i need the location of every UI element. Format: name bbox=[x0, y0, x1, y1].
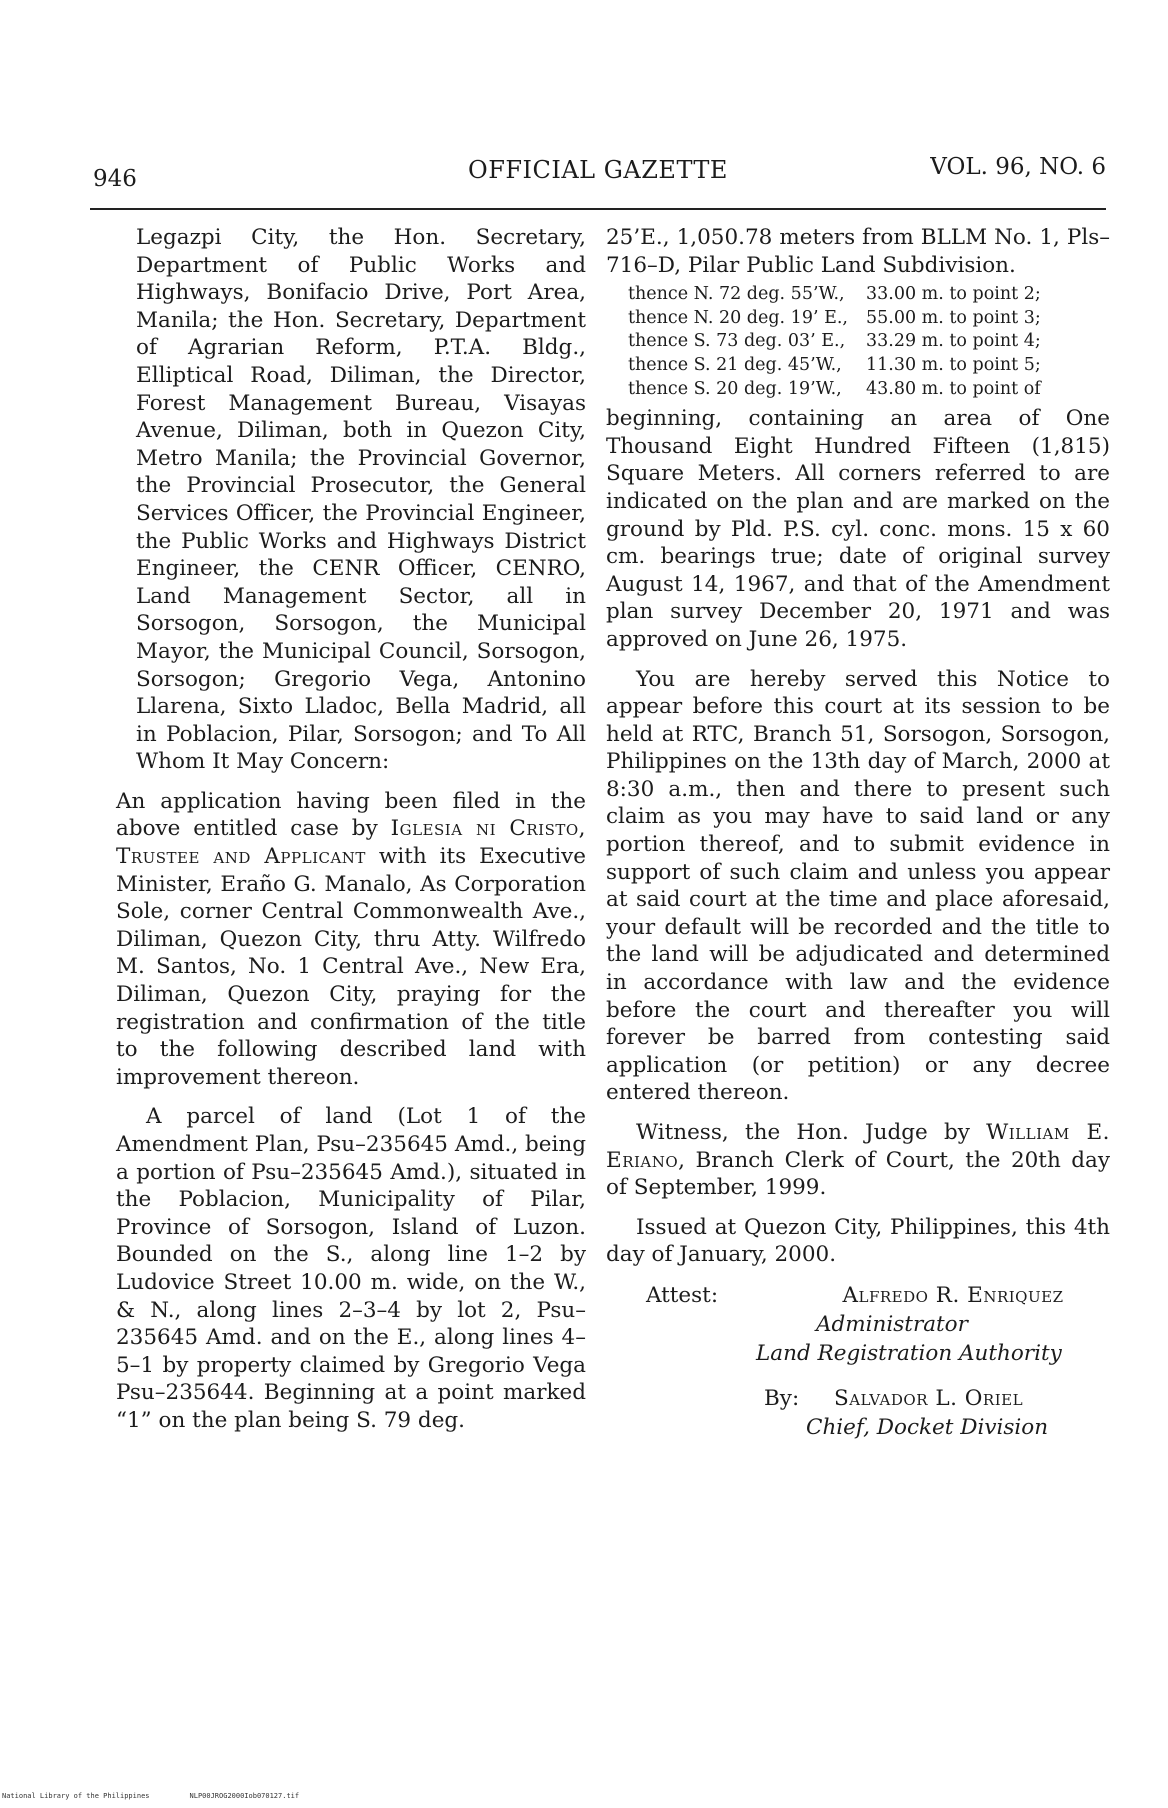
witness-name: William E. Eriano bbox=[606, 1120, 1110, 1173]
right-column bbox=[606, 224, 1110, 1442]
metes-row: thence S. 21 deg. 45’W., 11.30 m. to point 5; bbox=[628, 354, 1041, 375]
applicant-name: Iglesia ni Cristo, Trustee and Applicant bbox=[116, 816, 586, 870]
metes-row: thence S. 73 deg. 03’ E., 33.29 m. to point 4; bbox=[628, 331, 1041, 352]
witness-paragraph bbox=[606, 1119, 1110, 1202]
metes-and-bounds bbox=[628, 283, 1110, 401]
attest-title-2: Land Registration Authority bbox=[756, 1340, 1062, 1366]
application-prefix: An application having been filed in the above entitled case by bbox=[116, 788, 586, 842]
metes-row: thence N. 72 deg. 55’W., 33.00 m. to point 2; bbox=[628, 284, 1041, 305]
witness-prefix: Witness, the Hon. Judge by bbox=[636, 1120, 987, 1145]
by-name: Salvador L. Oriel bbox=[834, 1385, 1024, 1411]
library-credit: National Library of the Philippines bbox=[2, 1792, 150, 1800]
file-id: NLP00JROG2000Iob070127.tif bbox=[189, 1792, 300, 1800]
parcel-description: A parcel of land (Lot 1 of the Amendment Plan, Psu–235645 Amd., being a portion of Psu–235645 Amd.), situated in the Poblacion, Municipality of Pilar, Province of Sorsogon, Island of Luzon. Bounded on the S., along line 1–2 by Ludovice Street 10.00 m. wide, on the W., & N., along lines 2–3–4 by lot 2, Psu–235645 Amd. and on the E., along lines 4–5–1 by property claimed by Gregorio Vega Psu–235644. Beginning at a point marked “1” on the plan being S. 79 deg. bbox=[116, 1104, 586, 1433]
by-title: Chief, Docket Division bbox=[806, 1414, 1049, 1440]
gazette-title: OFFICIAL GAZETTE bbox=[468, 156, 728, 184]
page-header bbox=[90, 150, 1106, 190]
area-paragraph: beginning, containing an area of One Thousand Eight Hundred Fifteen (1,815) Square Meters. All corners referred to are indicated on the plan and are marked on the ground by Pld. P.S. cyl. conc. mons. 15 x 60 cm. bearings true; date of original survey August 14, 1967, and that of the Amendment plan survey December 20, 1971 and was approved on June 26, 1975. bbox=[606, 406, 1110, 652]
signature-block bbox=[606, 1281, 1110, 1442]
volume-issue: VOL. 96, NO. 6 bbox=[930, 154, 1106, 180]
witness-suffix: , Branch Clerk of Court, the 20th day of September, 1999. bbox=[606, 1147, 1110, 1201]
notice-paragraph: You are hereby served this Notice to appear before this court at its session to be held at RTC, Branch 51, Sorsogon, Sorsogon, Philippines on the 13th day of March, 2000 at 8:30 a.m., then and there to present such claim as you may have to said land or any portion thereof, and to submit evidence in support of such claim and unless you appear at said court at the time and place aforesaid, your default will be recorded and the title to the land will be adjudicated and determined in accordance with law and the evidence before the court and thereafter you will forever be barred from contesting said application (or petition) or any decree entered thereon. bbox=[606, 666, 1110, 1106]
attest-title-1: Administrator bbox=[816, 1311, 968, 1337]
application-paragraph bbox=[116, 788, 586, 1092]
attest-row bbox=[606, 1281, 1110, 1310]
page-number: 946 bbox=[93, 166, 137, 192]
issued-paragraph: Issued at Quezon City, Philippines, this 4th day of January, 2000. bbox=[606, 1214, 1110, 1268]
header-rule bbox=[90, 208, 1106, 210]
application-suffix: with its Executive Minister, Eraño G. Manalo, As Corporation Sole, corner Central Commonwealth Ave., Diliman, Quezon City, thru Atty. Wilfredo M. Santos, No. 1 Central Ave., New Era, Diliman, Quezon City, praying for the registration and confirmation of the title to the following described land with improvement thereon. bbox=[116, 844, 586, 1090]
left-column bbox=[116, 224, 586, 1447]
metes-row: thence N. 20 deg. 19’ E., 55.00 m. to point 3; bbox=[628, 307, 1041, 328]
parcel-continuation: 25’E., 1,050.78 meters from BLLM No. 1, Pls–716–D, Pilar Public Land Subdivision. bbox=[606, 225, 1110, 278]
scan-footer bbox=[2, 1792, 299, 1800]
attest-label: Attest: bbox=[646, 1282, 719, 1308]
metes-row: thence S. 20 deg. 19’W., 43.80 m. to point of bbox=[628, 378, 1041, 399]
addressees-paragraph: Legazpi City, the Hon. Secretary, Department of Public Works and Highways, Bonifacio Drive, Port Area, Manila; the Hon. Secretary, Department of Agrarian Reform, P.T.A. Bldg., Elliptical Road, Diliman, the Director, Forest Management Bureau, Visayas Avenue, Diliman, both in Quezon City, Metro Manila; the Provincial Governor, the Provincial Prosecutor, the General Services Officer, the Provincial Engineer, the Public Works and Highways District Engineer, the CENR Officer, CENRO, Land Management Sector, all in Sorsogon, Sorsogon, the Municipal Mayor, the Municipal Council, Sorsogon, Sorsogon; Gregorio Vega, Antonino Llarena, Sixto Lladoc, Bella Madrid, all in Poblacion, Pilar, Sorsogon; and To All Whom It May Concern: bbox=[136, 225, 586, 775]
by-row bbox=[606, 1384, 1110, 1413]
attest-name: Alfredo R. Enriquez bbox=[842, 1282, 1064, 1308]
by-label: By: bbox=[764, 1385, 800, 1411]
